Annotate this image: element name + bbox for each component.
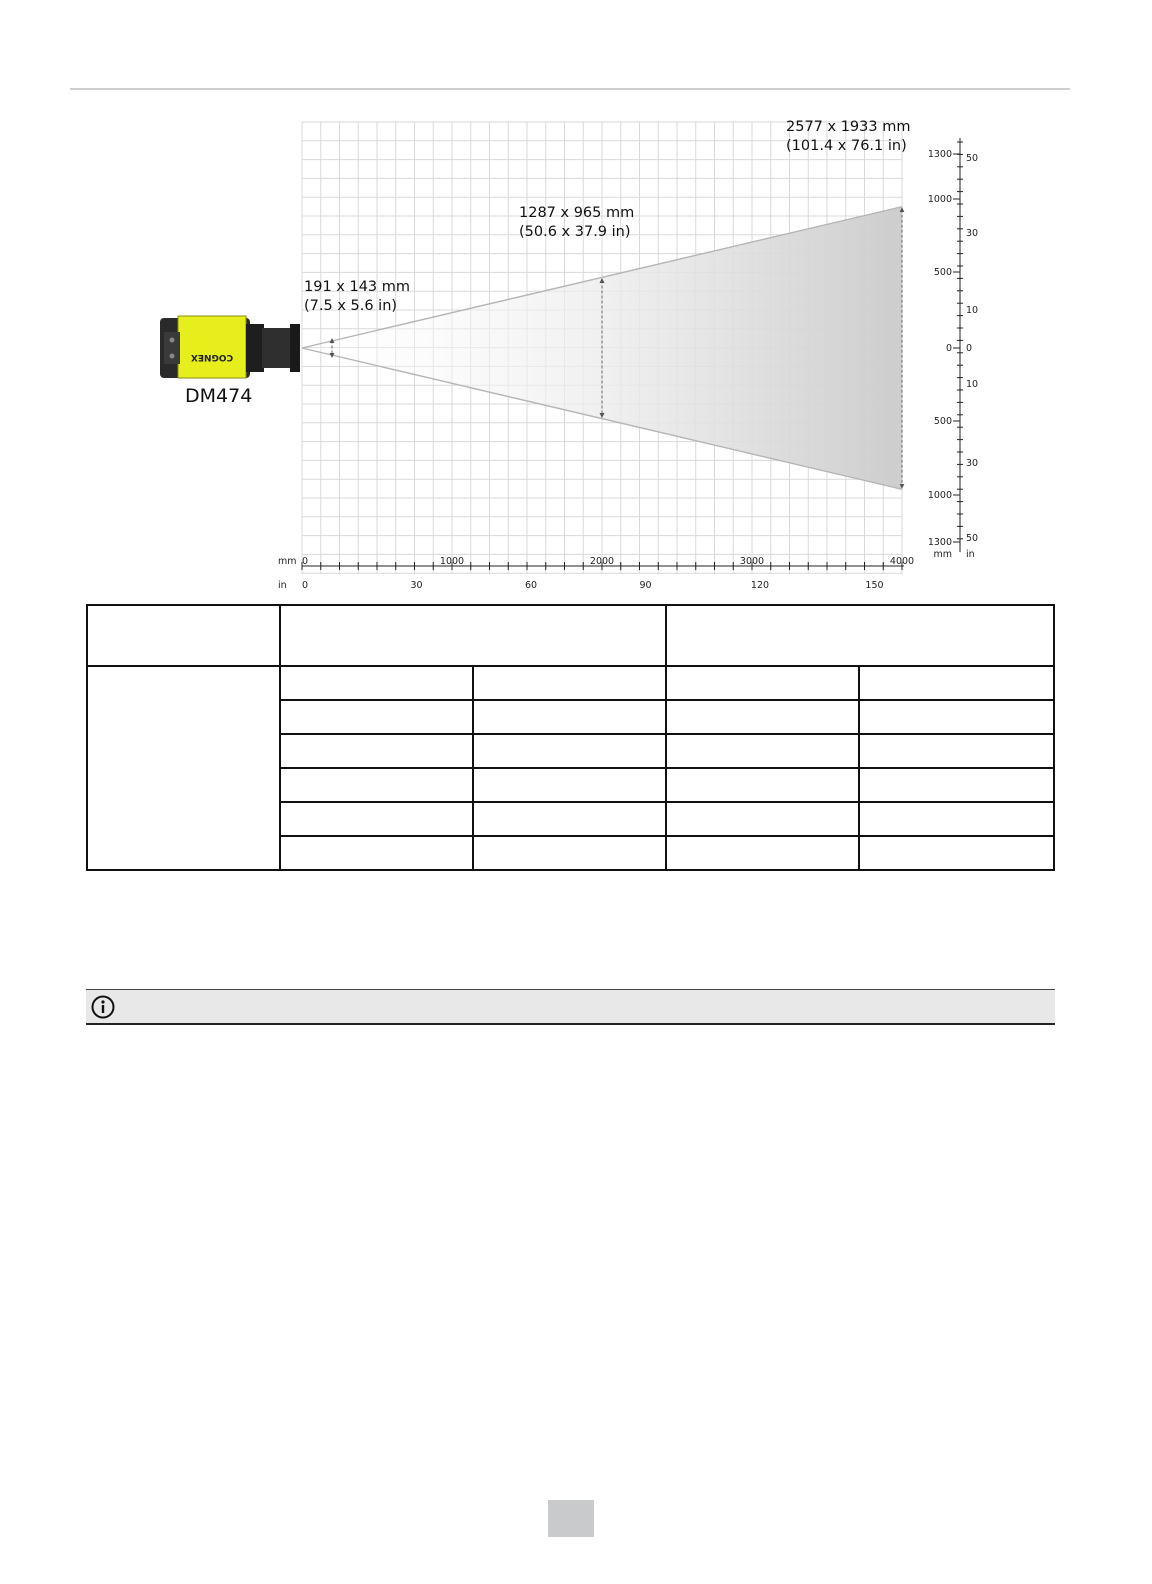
table-cell <box>666 802 859 836</box>
table-cell <box>859 666 1054 700</box>
y-axis-in-unit: in <box>966 549 975 560</box>
table-cell <box>859 836 1054 870</box>
table-cell <box>280 768 473 802</box>
x-axis-mm-tick-label: 1000 <box>439 556 465 567</box>
table-row-header-cell <box>87 666 280 870</box>
y-axis-in-tick-label: 50 <box>966 533 979 544</box>
y-axis-mm-tick-label: 500 <box>933 416 952 427</box>
table-cell <box>666 836 859 870</box>
x-axis-mm-tick-label: 0 <box>302 556 309 567</box>
table-header-row <box>87 605 1054 666</box>
note-bar <box>86 989 1055 1025</box>
x-axis-mm-tick-label: 3000 <box>739 556 765 567</box>
y-axis-in-tick-label: 30 <box>966 228 979 239</box>
y-axis-in-tick-label: 10 <box>966 379 979 390</box>
camera-model-label: DM474 <box>185 385 253 407</box>
fov-callout-near-mm: 191 x 143 mm <box>304 279 411 295</box>
y-axis-in-tick-label: 50 <box>966 153 979 164</box>
table-cell <box>280 734 473 768</box>
x-axis-in-tick-label: 0 <box>302 580 309 591</box>
table-cell <box>280 700 473 734</box>
table-cell <box>473 700 666 734</box>
x-axis-in-unit: in <box>278 580 287 591</box>
table-header-cell <box>280 605 666 666</box>
table-cell <box>280 666 473 700</box>
y-axis-in-tick-label: 0 <box>966 343 973 354</box>
table-header-cell <box>87 605 280 666</box>
table-cell <box>859 802 1054 836</box>
y-axis-mm-tick-label: 500 <box>933 267 952 278</box>
table-cell <box>473 734 666 768</box>
fov-callout-far-mm: 2577 x 1933 mm <box>786 119 911 135</box>
field-of-view-diagram <box>150 112 996 592</box>
y-axis-mm-tick-label: 1000 <box>927 194 952 205</box>
table-header-cell <box>666 605 1054 666</box>
fov-callout-far-in: (101.4 x 76.1 in) <box>786 138 907 154</box>
header-rule <box>70 88 1070 90</box>
x-axis-in-tick-label: 60 <box>524 580 538 591</box>
table-cell <box>473 836 666 870</box>
x-axis-mm-tick-label: 2000 <box>589 556 615 567</box>
x-axis-in-tick-label: 30 <box>410 580 423 591</box>
table-cell <box>280 802 473 836</box>
x-axis-in-tick-label: 90 <box>639 580 652 591</box>
x-axis-in-tick-label: 120 <box>750 580 770 591</box>
table-cell <box>473 666 666 700</box>
y-axis-mm-unit: mm <box>933 549 952 560</box>
camera-brand-text: COGNEX <box>190 352 234 362</box>
fov-callout-mid-mm: 1287 x 965 mm <box>519 205 635 221</box>
y-axis-mm-tick-label: 1300 <box>927 537 952 548</box>
y-axis-in-tick-label: 30 <box>966 458 979 469</box>
x-axis-mm-unit: mm <box>278 556 297 567</box>
table-cell <box>859 700 1054 734</box>
table-cell <box>666 700 859 734</box>
fov-table <box>86 604 1055 871</box>
table-cell <box>666 666 859 700</box>
y-axis-mm-tick-label: 1300 <box>927 149 952 160</box>
camera-illustration <box>160 316 300 378</box>
y-axis-in-tick-label: 10 <box>966 305 979 316</box>
info-circle-icon <box>90 994 116 1024</box>
table-cell <box>859 768 1054 802</box>
fov-callout-mid <box>519 204 634 242</box>
table-cell <box>280 836 473 870</box>
table-row <box>87 666 1054 700</box>
fov-callout-near <box>304 278 410 316</box>
x-axis-mm-tick-label: 4000 <box>889 556 915 567</box>
page-number-tab <box>548 1500 594 1537</box>
table-cell <box>473 768 666 802</box>
x-axis-in-tick-label: 150 <box>865 580 884 591</box>
fov-callout-near-in: (7.5 x 5.6 in) <box>304 298 398 314</box>
fov-callout-far <box>786 118 910 156</box>
y-axis-mm-tick-label: 1000 <box>927 490 952 501</box>
table-cell <box>859 734 1054 768</box>
table-cell <box>666 734 859 768</box>
table-cell <box>666 768 859 802</box>
fov-callout-mid-in: (50.6 x 37.9 in) <box>519 224 631 240</box>
table-cell <box>473 802 666 836</box>
y-axis-mm-tick-label: 0 <box>945 343 952 354</box>
fov-chart <box>150 112 996 592</box>
